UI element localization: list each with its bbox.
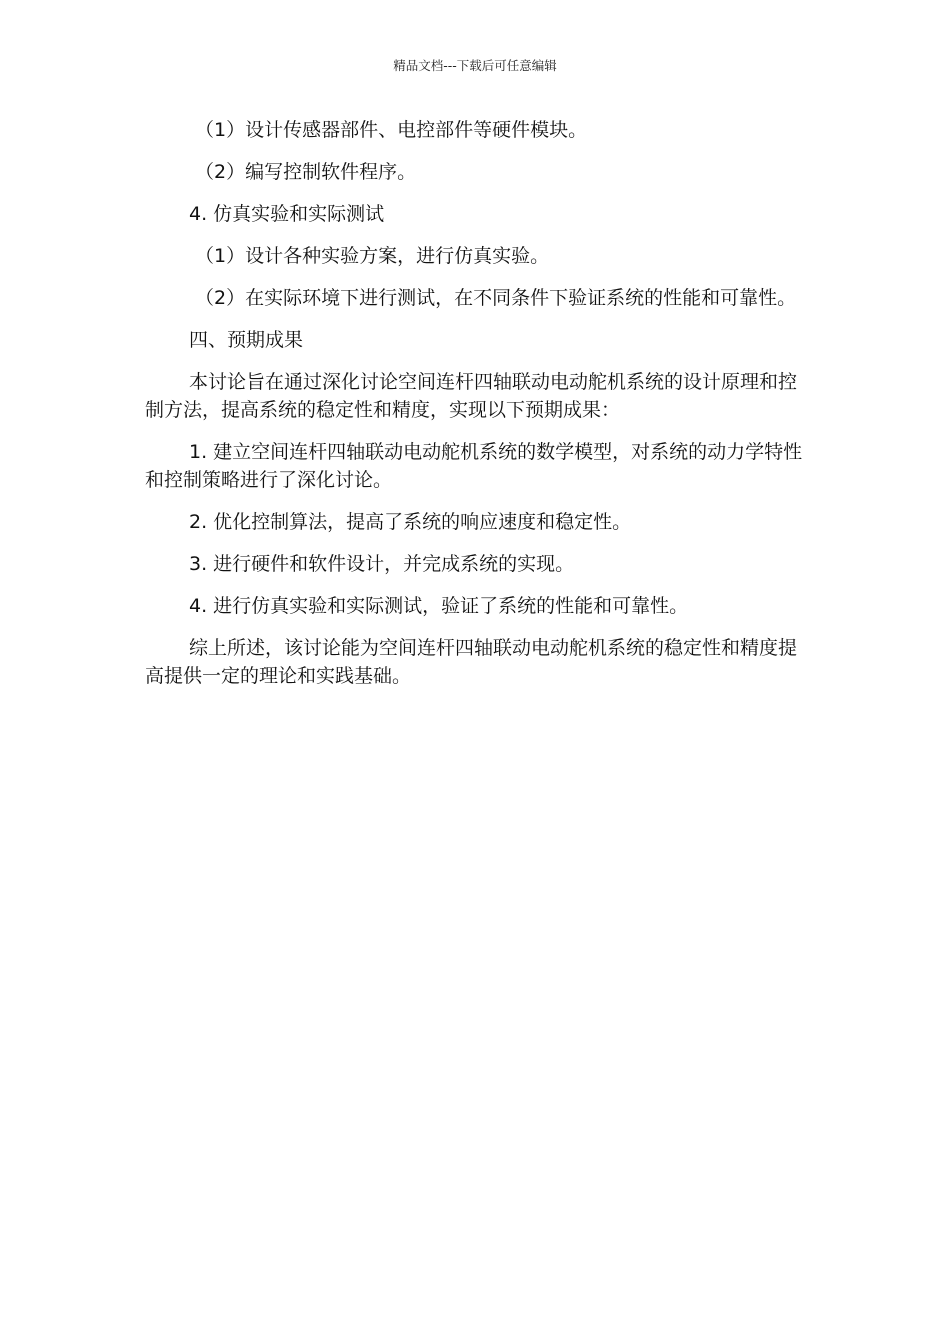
document-body [145, 116, 810, 704]
paragraph: （2）编写控制软件程序。 [195, 161, 417, 183]
list-item: 1. 建立空间连杆四轴联动电动舵机系统的数学模型，对系统的动力学特性和控制策略进行了深化讨论。 [145, 441, 803, 491]
list-item: 3. 进行硬件和软件设计，并完成系统的实现。 [189, 553, 575, 575]
section-heading: 4. 仿真实验和实际测试 [189, 203, 385, 225]
paragraph: 综上所述，该讨论能为空间连杆四轴联动电动舵机系统的稳定性和精度提高提供一定的理论和实践基础。 [145, 637, 798, 687]
list-item: 2. 优化控制算法，提高了系统的响应速度和稳定性。 [189, 511, 632, 533]
paragraph: （2）在实际环境下进行测试，在不同条件下验证系统的性能和可靠性。 [195, 287, 797, 309]
section-heading: 四、预期成果 [189, 329, 304, 351]
paragraph: （1）设计传感器部件、电控部件等硬件模块。 [195, 119, 588, 141]
paragraph: （1）设计各种实验方案，进行仿真实验。 [195, 245, 550, 267]
page-header: 精品文档---下载后可任意编辑 [393, 58, 557, 73]
paragraph: 本讨论旨在通过深化讨论空间连杆四轴联动电动舵机系统的设计原理和控制方法，提高系统的稳定性和精度，实现以下预期成果： [145, 371, 798, 421]
list-item: 4. 进行仿真实验和实际测试，验证了系统的性能和可靠性。 [189, 595, 689, 617]
